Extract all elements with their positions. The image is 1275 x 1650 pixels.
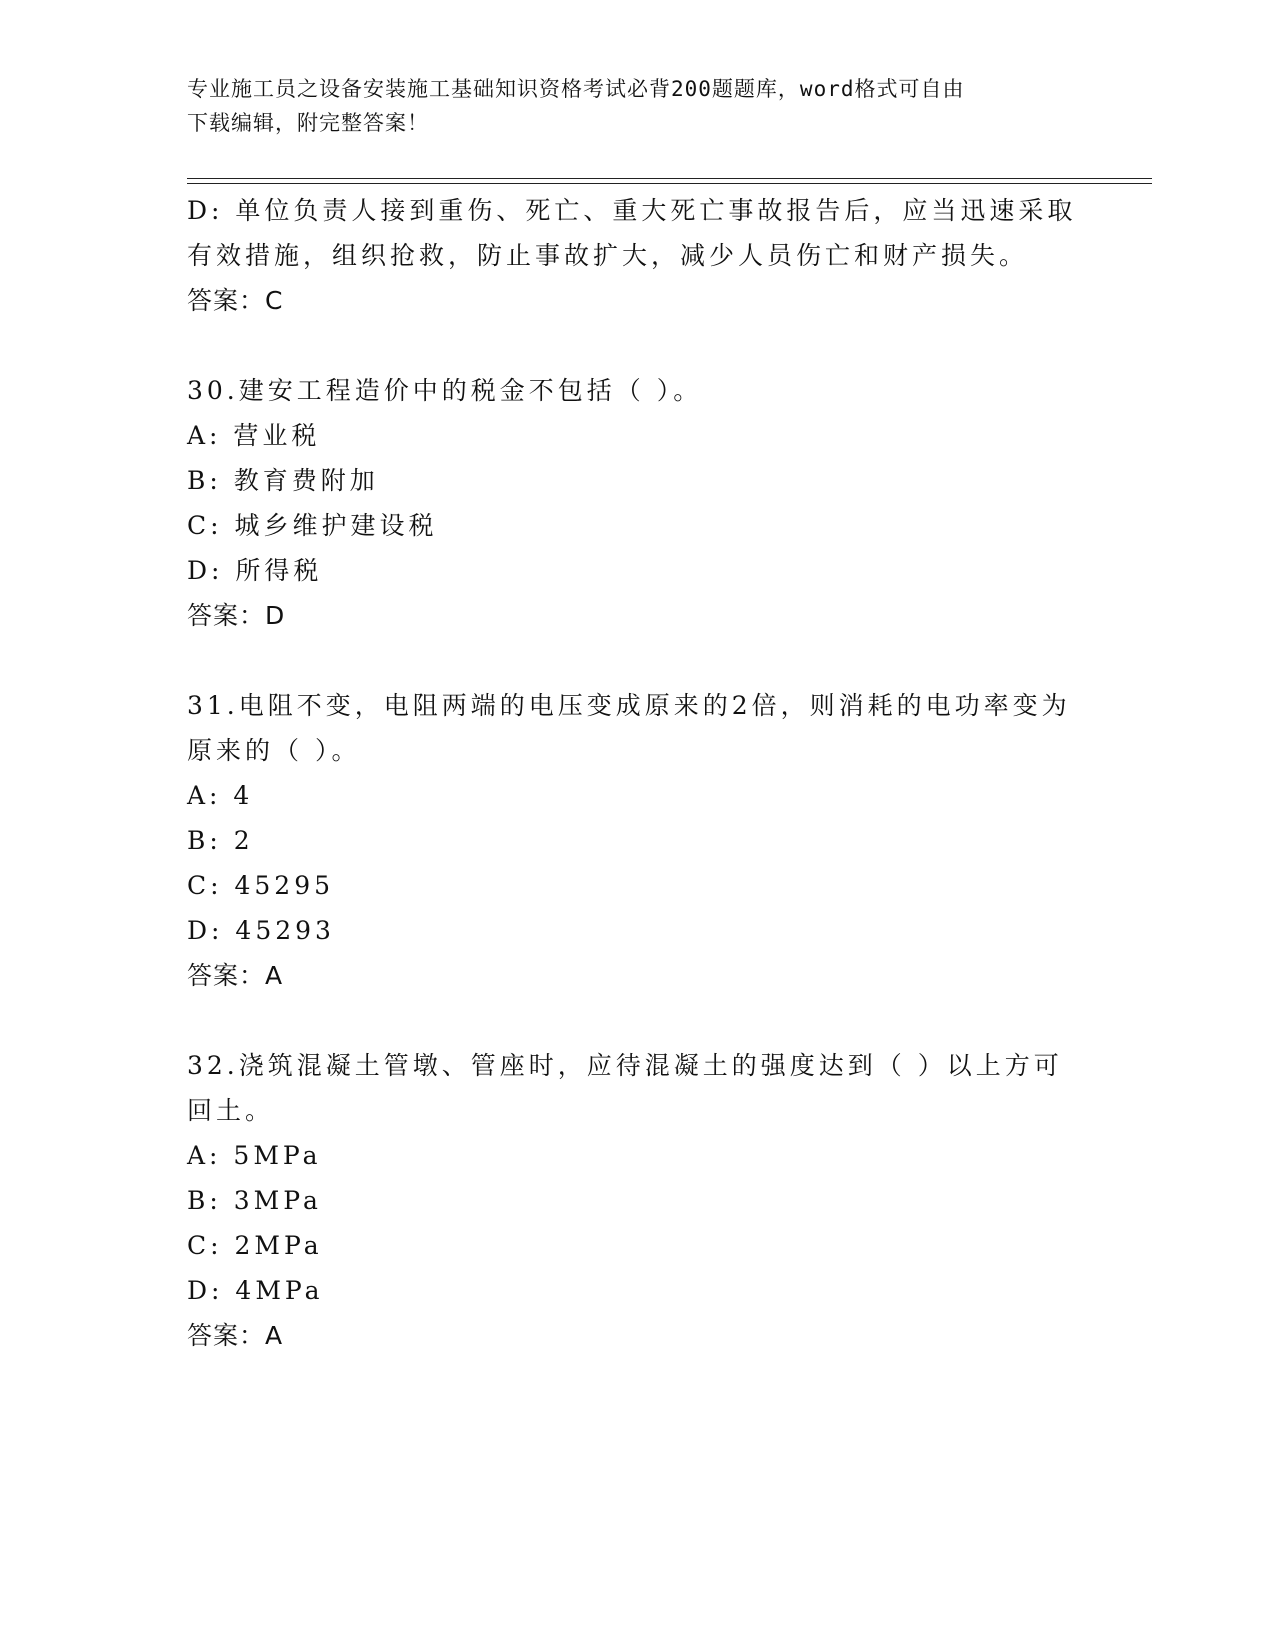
header-line-1: 专业施工员之设备安装施工基础知识资格考试必背200题题库，word格式可自由 (187, 77, 965, 101)
option-b: B: 教育费附加 (187, 466, 379, 495)
option-a: A: 4 (187, 781, 254, 810)
header-divider-bottom (187, 183, 1152, 184)
answer-label: 答案：C (187, 286, 284, 315)
option-d: D: 所得税 (187, 556, 323, 585)
answer-label: 答案：A (187, 1321, 284, 1350)
question-stem-line-1: 31.电阻不变，电阻两端的电压变成原来的2倍，则消耗的电功率变为 (187, 691, 1071, 720)
answer-label: 答案：A (187, 961, 284, 990)
spacer (187, 998, 1087, 1043)
option-b: B: 2 (187, 826, 254, 855)
option-c: C: 2MPa (187, 1231, 323, 1260)
question-stem-line-2: 回土。 (187, 1096, 275, 1125)
answer-label: 答案：D (187, 601, 286, 630)
question-list (187, 188, 1087, 1358)
question-stem-line-1: 32.浇筑混凝土管墩、管座时，应待混凝土的强度达到（ ）以上方可 (187, 1051, 1063, 1080)
option-a: A: 5MPa (187, 1141, 322, 1170)
question-31 (187, 683, 1087, 998)
option-b: B: 3MPa (187, 1186, 322, 1215)
option-d: D: 45293 (187, 916, 335, 945)
option-c: C: 城乡维护建设税 (187, 511, 438, 540)
question-stem: 30.建安工程造价中的税金不包括（ ）。 (187, 376, 703, 405)
spacer (187, 323, 1087, 368)
question-29-tail (187, 188, 1087, 323)
question-30 (187, 368, 1087, 638)
header-line-2: 下载编辑，附完整答案！ (187, 111, 429, 135)
option-c: C: 45295 (187, 871, 335, 900)
question-stem-line-2: 原来的（ ）。 (187, 736, 361, 765)
document-header (187, 72, 1067, 140)
option-a: A: 营业税 (187, 421, 321, 450)
option-d-line-1: D: 单位负责人接到重伤、死亡、重大死亡事故报告后，应当迅速采取 (187, 196, 1077, 225)
question-32 (187, 1043, 1087, 1358)
option-d: D: 4MPa (187, 1276, 324, 1305)
spacer (187, 638, 1087, 683)
header-divider-top (187, 178, 1152, 179)
option-d-line-2: 有效措施，组织抢救，防止事故扩大，减少人员伤亡和财产损失。 (187, 241, 1029, 270)
